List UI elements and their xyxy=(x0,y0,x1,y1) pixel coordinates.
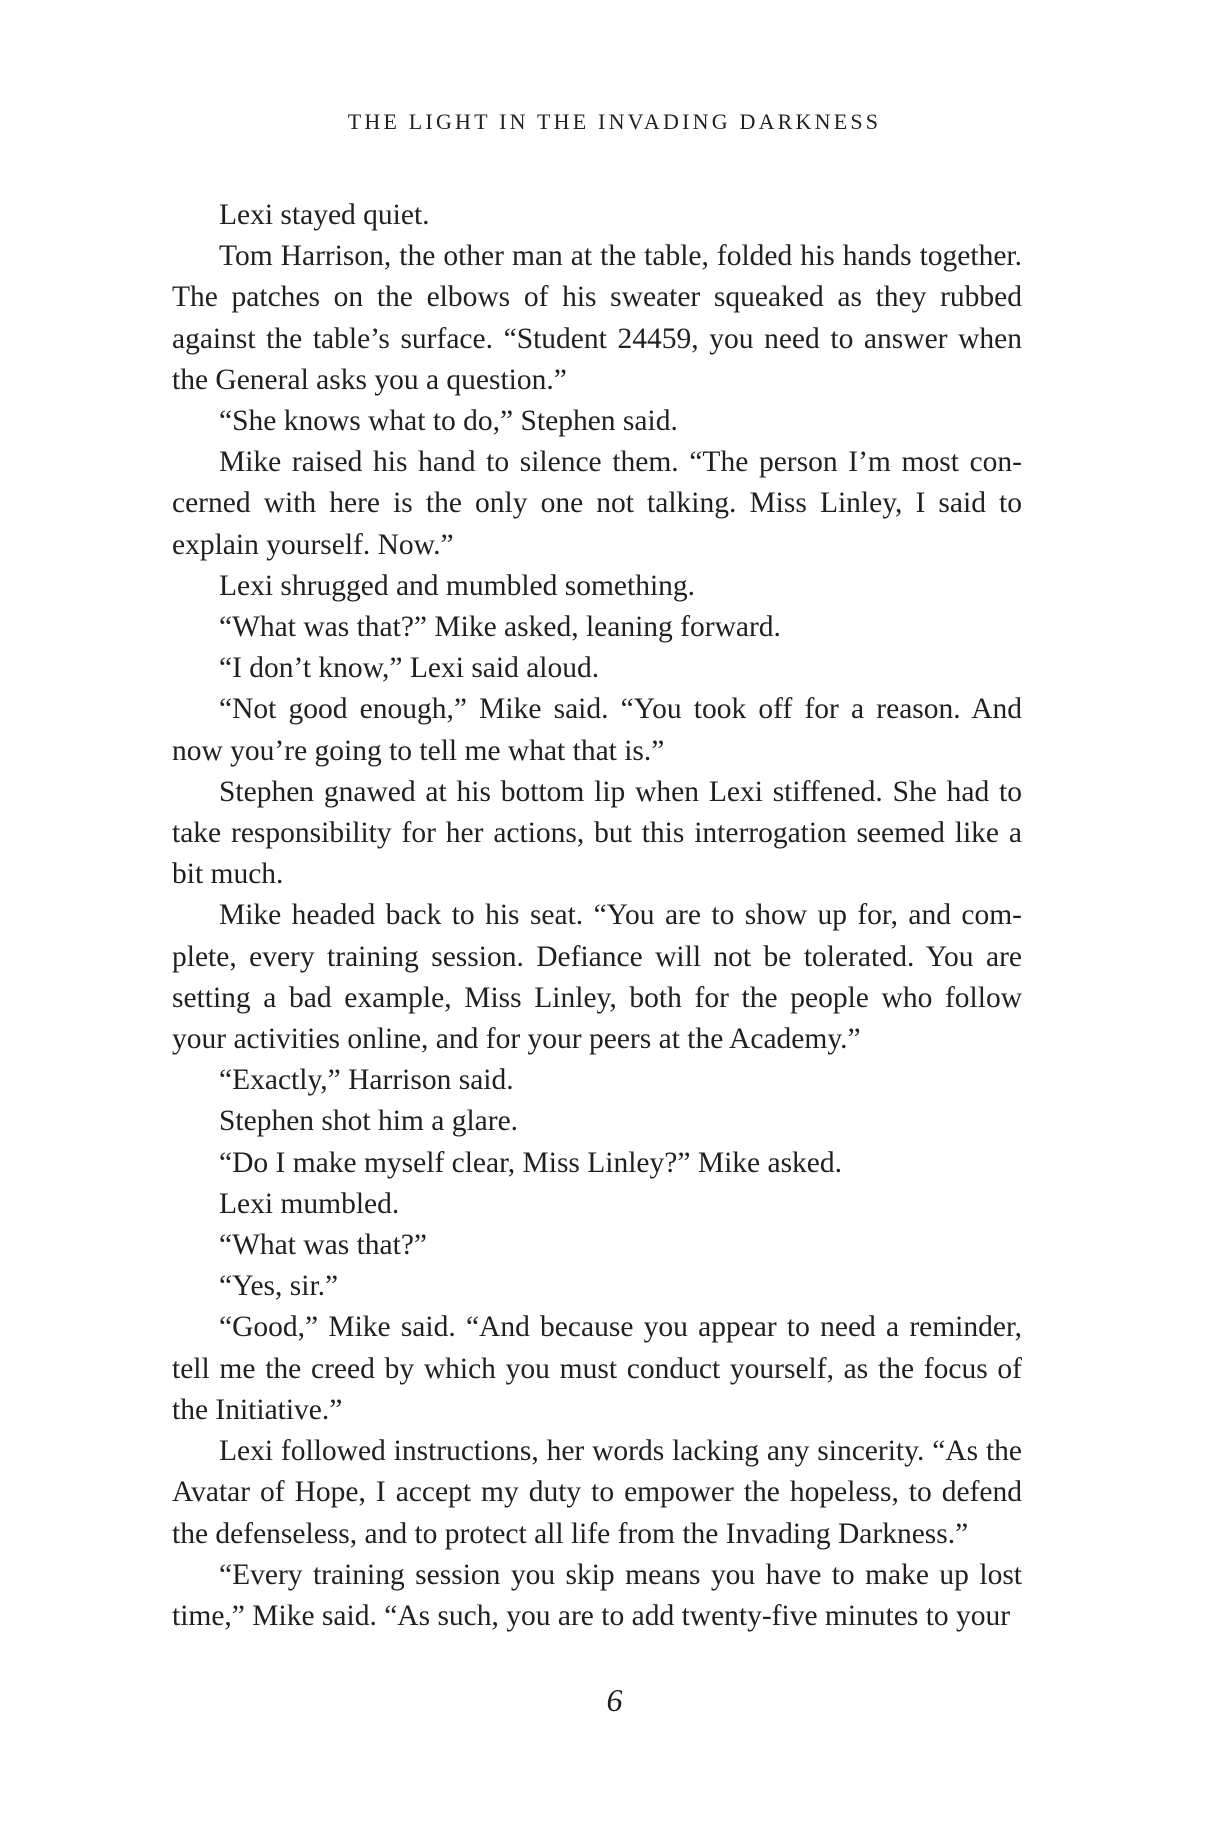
page-number: 6 xyxy=(606,1682,623,1718)
paragraph: “Yes, sir.” xyxy=(219,1270,339,1303)
paragraph: “She knows what to do,” Stephen said. xyxy=(219,405,678,438)
paragraph: “Exactly,” Harrison said. xyxy=(219,1064,514,1097)
paragraph: “Not good enough,” Mike said. “You took off for a reason. And now you’re going to tell me what that is.” xyxy=(172,693,1022,767)
paragraph: Stephen gnawed at his bottom lip when Lexi stiffened. She had to take responsibility for her actions, but this interrogation seemed like a bit much. xyxy=(172,775,1022,891)
paragraph: Mike headed back to his seat. “You are to show up for, and complete, every training session. Defiance will not be tolerated. You are setting a bad example, Miss Linley, both for the people who follow your activities online, and for your peers at the Academy.” xyxy=(172,899,1022,1056)
paragraph: “Do I make myself clear, Miss Linley?” Mike asked. xyxy=(219,1146,843,1179)
paragraph: Tom Harrison, the other man at the table, folded his hands together. The patches on the elbows of his sweater squeaked as they rubbed against the table’s surface. “Student 24459, you need to answer when the General asks you a question.” xyxy=(172,240,1022,396)
paragraph: Lexi followed instructions, her words lacking any sincerity. “As the Avatar of Hope, I accept my duty to empower the hopeless, to defend the defenseless, and to protect all life from the Invading Darkness.” xyxy=(172,1435,1022,1550)
paragraph: “Good,” Mike said. “And because you appear to need a reminder, tell me the creed by which you must conduct yourself, as the focus of the Initiative.” xyxy=(172,1311,1022,1426)
paragraph: “What was that?” xyxy=(219,1229,428,1262)
paragraph: Lexi mumbled. xyxy=(219,1187,400,1220)
paragraph: Mike raised his hand to silence them. “The person I’m most concerned with here is the only one not talking. Miss Linley, I said to explain yourself. Now.” xyxy=(172,446,1022,561)
paragraph: “I don’t know,” Lexi said aloud. xyxy=(219,652,600,685)
paragraph: “What was that?” Mike asked, leaning forward. xyxy=(219,611,781,644)
paragraph: “Every training session you skip means you have to make up lost time,” Mike said. “As such, you are to add twenty-five minutes to your xyxy=(172,1558,1022,1632)
paragraph: Lexi stayed quiet. xyxy=(219,199,430,231)
paragraph: Lexi shrugged and mumbled something. xyxy=(219,569,696,602)
paragraph: Stephen shot him a glare. xyxy=(219,1105,519,1138)
running-head: THE LIGHT IN THE INVADING DARKNESS xyxy=(347,109,882,134)
body-text xyxy=(172,195,1022,1637)
